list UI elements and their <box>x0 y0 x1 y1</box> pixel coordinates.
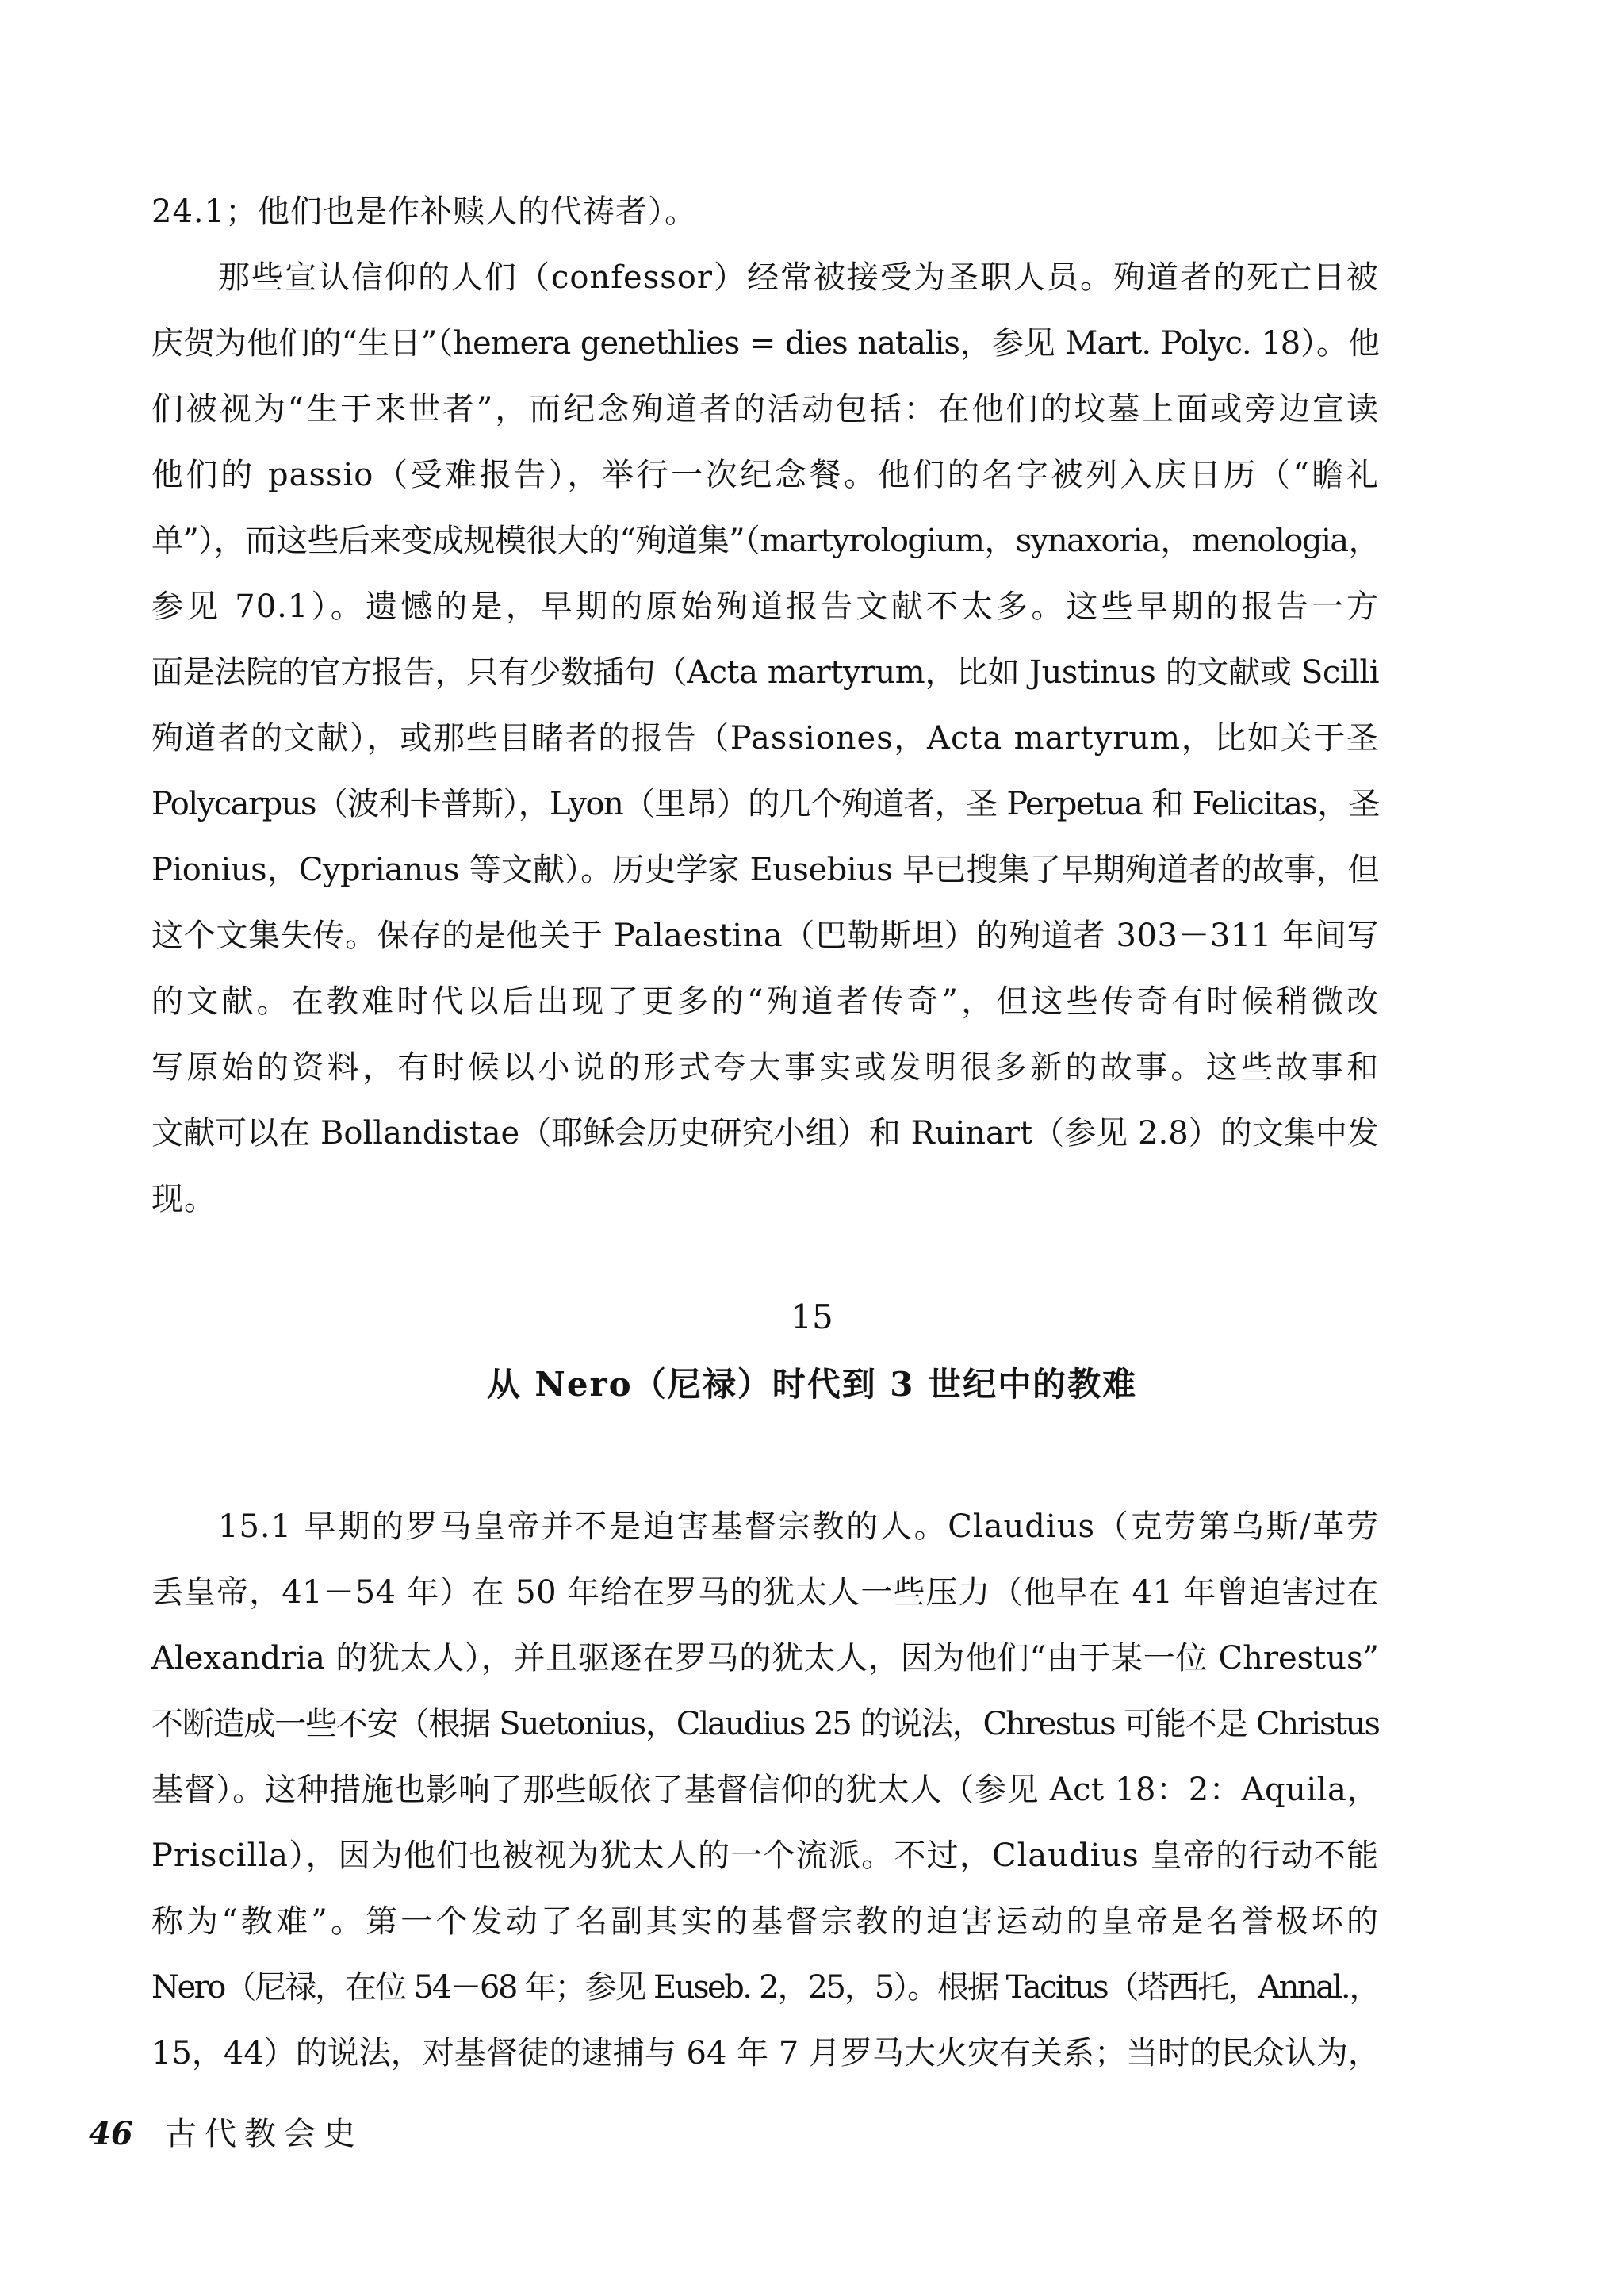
body-line: 这个文集失传。保存的是他关于 Palaestina（巴勒斯坦）的殉道者 303－311 年间写 <box>151 918 1379 954</box>
body-line: 他们的 passio（受难报告），举行一次纪念餐。他们的名字被列入庆日历（“瞻礼 <box>151 457 1379 493</box>
body-line: 面是法院的官方报告，只有少数插句（Acta martyrum，比如 Justinus 的文献或 Scilli <box>151 654 1379 691</box>
body-line: Alexandria 的犹太人），并且驱逐在罗马的犹太人，因为他们“由于某一位 Chrestus” <box>151 1640 1379 1677</box>
body-line: 单”），而这些后来变成规模很大的“殉道集”（martyrologium，synaxoria，menologia， <box>151 523 1379 559</box>
chapter-title: 从 Nero（尼禄）时代到 3 世纪中的教难 <box>486 1365 1138 1404</box>
chapter-number: 15 <box>791 1297 833 1336</box>
body-line: Priscilla），因为他们也被视为犹太人的一个流派。不过，Claudius 皇帝的行动不能 <box>151 1838 1379 1874</box>
page-number: 46 <box>89 2115 133 2152</box>
body-line: 参见 70.1）。遗憾的是，早期的原始殉道报告文献不太多。这些早期的报告一方 <box>151 588 1379 625</box>
body-line: 不断造成一些不安（根据 Suetonius，Claudius 25 的说法，Chrestus 可能不是 Christus <box>151 1706 1379 1742</box>
body-line: 15.1 早期的罗马皇帝并不是迫害基督宗教的人。Claudius（克劳第乌斯/革劳 <box>218 1508 1379 1545</box>
body-line: Nero（尼禄，在位 54－68 年；参见 Euseb. 2，25，5）。根据 Tacitus（塔西托，Annal.， <box>151 1969 1379 2006</box>
body-line: 那些宣认信仰的人们（confessor）经常被接受为圣职人员。殉道者的死亡日被 <box>218 259 1379 296</box>
body-line: 文献可以在 Bollandistae（耶稣会历史研究小组）和 Ruinart（参见 2.8）的文集中发 <box>151 1115 1379 1152</box>
body-line: 殉道者的文献），或那些目睹者的报告（Passiones，Acta martyrum，比如关于圣 <box>151 720 1379 757</box>
body-line: 现。 <box>151 1181 216 1217</box>
body-line: 15，44）的说法，对基督徒的逮捕与 64 年 7 月罗马大火灾有关系；当时的民众认为， <box>151 2035 1381 2071</box>
body-line: 称为“教难”。第一个发动了名副其实的基督宗教的迫害运动的皇帝是名誉极坏的 <box>151 1903 1379 1940</box>
body-line: 们被视为“生于来世者”，而纪念殉道者的活动包括：在他们的坟墓上面或旁边宣读 <box>151 391 1379 427</box>
body-line: 写原始的资料，有时候以小说的形式夸大事实或发明很多新的故事。这些故事和 <box>151 1049 1379 1086</box>
body-line: 丢皇帝，41－54 年）在 50 年给在罗马的犹太人一些压力（他早在 41 年曾迫害过在 <box>151 1574 1379 1611</box>
body-line: 的文献。在教难时代以后出现了更多的“殉道者传奇”，但这些传奇有时候稍微改 <box>151 983 1379 1020</box>
body-line: Polycarpus（波利卡普斯），Lyon（里昂）的几个殉道者，圣 Perpetua 和 Felicitas，圣 <box>151 786 1379 822</box>
body-line: 基督）。这种措施也影响了那些皈依了基督信仰的犹太人（参见 Act 18：2：Aquila， <box>151 1772 1379 1808</box>
body-line: 24.1；他们也是作补赎人的代祷者）。 <box>151 194 698 230</box>
body-line: Pionius，Cyprianus 等文献）。历史学家 Eusebius 早已搜集了早期殉道者的故事，但 <box>151 852 1379 888</box>
body-line: 庆贺为他们的“生日”（hemera genethlies = dies natalis，参见 Mart. Polyc. 18）。他 <box>151 325 1379 362</box>
running-footer-title: 古代教会史 <box>165 2116 363 2152</box>
